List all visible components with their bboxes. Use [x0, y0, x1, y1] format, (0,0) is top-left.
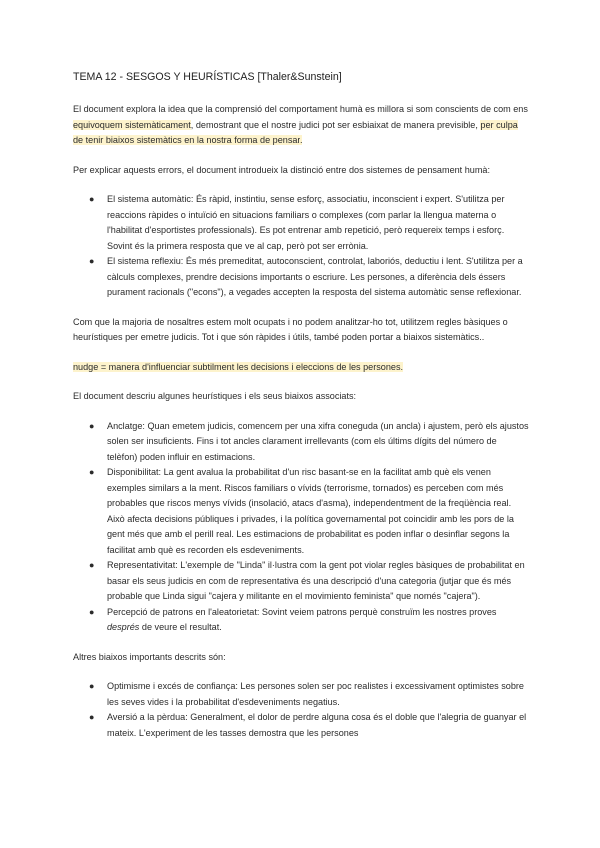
nudge-highlight: nudge = manera d'influenciar subtilment les decisions i eleccions de les persones.	[73, 361, 404, 372]
list-item	[73, 254, 529, 301]
list-item	[73, 419, 529, 466]
pattern-text-2: de veure el resultat.	[139, 622, 222, 632]
intro-text-1: El document explora la idea que la comprensió del comportament humà es millora si som conscients de com ens	[73, 104, 528, 114]
list-item-text: Anclatge: Quan emetem judicis, comencem per una xifra coneguda (un ancla) i ajustem, però els ajustos solen ser insuficients. Fins i tot ancles clarament irrellevants (com els últims dígits del número de telèfon) poden influir en estimacions.	[107, 420, 529, 462]
list-item	[73, 192, 529, 254]
list-item	[73, 605, 529, 636]
bullet-icon: ●	[89, 420, 95, 431]
intro-paragraph	[73, 102, 529, 149]
list-item-text: El sistema reflexiu: És més premeditat, autoconscient, controlat, laboriós, deductiu i lent. S'utilitza per a càlculs complexes, prendre decisions importants o escriure. Les persones, a diferència dels éssers purament racionals ("econs"), a vegades accepten la resposta del sistema automàtic sense reflexionar.	[107, 256, 523, 297]
pattern-emphasis: després	[107, 622, 140, 632]
list-item	[73, 465, 529, 558]
intro-text-2: , demostrant que el nostre judici pot ser esbiaixat de manera previsible,	[190, 119, 481, 130]
list-item-text: Representativitat: L'exemple de "Linda" il·lustra com la gent pot violar regles bàsiques de probabilitat en basar els seus judicis en com de representativa és una descripció d'una categoria (jutjar que és més probable que Linda sigui "cajera y militante en el movimiento feminista" que només "cajera").	[107, 560, 525, 601]
list-item	[73, 710, 529, 741]
page-title: TEMA 12 - SESGOS Y HEURÍSTICAS [Thaler&Sunstein]	[73, 71, 342, 83]
bullet-icon: ●	[89, 194, 95, 204]
bullet-icon: ●	[89, 712, 95, 722]
intro-highlight-2: per culpa de tenir biaixos sistemàtics en la nostra forma de pensar	[73, 119, 518, 145]
bullet-icon: ●	[89, 467, 95, 477]
other-intro: Altres biaixos importants descrits són:	[73, 651, 226, 662]
heuristics-intro: El document descriu algunes heurístiques i els seus biaixos associats:	[73, 391, 357, 401]
list-item	[73, 679, 529, 710]
nudge-paragraph	[73, 360, 529, 376]
intro-highlight-1: equivoquem sistemàticament	[73, 119, 191, 130]
document-content	[73, 70, 529, 755]
bullet-icon: ●	[89, 606, 95, 617]
systems-list	[73, 192, 529, 301]
list-item-text: Aversió a la pèrdua: Generalment, el dolor de perdre alguna cosa és el doble que l'alegria de guanyar el mateix. L'experiment de les tasses demostra que les persones	[107, 712, 527, 738]
list-item-text: El sistema automàtic: És ràpid, instintiu, sense esforç, associatiu, inconscient i expert. S'utilitza per reaccions ràpides o intuïció en situacions familiars o complexes (com parlar la llengua materna o l'habilitat d'esportistes professionals). Es pot entrenar amb repetició, però requereix temps i esforç. Sovint és la primera resposta que ve al cap, però pot ser errònia.	[107, 194, 505, 251]
bullet-icon: ●	[89, 560, 95, 570]
intro-text-3: .	[299, 135, 303, 145]
list-item-text: Optimisme i excés de confiança: Les persones solen ser poc realistes i excessivament optimistes sobre les seves vides i la probabilitat d'esdeveniments negatius.	[107, 681, 524, 707]
list-item	[73, 558, 529, 605]
heuristics-list	[73, 419, 529, 636]
bullet-icon: ●	[89, 681, 95, 691]
other-list	[73, 679, 529, 741]
busy-paragraph: Com que la majoria de nosaltres estem molt ocupats i no podem analitzar-ho tot, utilitzem regles bàsiques o heurístiques per emetre judicis. Tot i que són ràpides i útils, també poden portar a biaixos sistemàtics..	[73, 316, 508, 342]
bullet-icon: ●	[89, 256, 95, 266]
list-item-text: Disponibilitat: La gent avalua la probabilitat d'un risc basant-se en la facilitat amb què els venen exemples similars a la ment. Riscos familiars o vívids (terrorisme, tornados) es perceben com més probables que riscos menys vívids (insolació, atacs d'asma), independentment de la freqüència real. Això afecta decisions públiques i privades, i la política governamental pot coincidir amb les pors de la gent més que amb el perill real. Les estimacions de probabilitat es poden inflar o desinflar segons la facilitat amb què es recorden els esdeveniments.	[107, 467, 514, 555]
systems-intro: Per explicar aquests errors, el document introdueix la distinció entre dos sistemes de pensament humà:	[73, 164, 491, 175]
pattern-text-1: Percepció de patrons en l'aleatorietat: Sovint veiem patrons perquè construïm les nostres proves	[107, 606, 497, 617]
